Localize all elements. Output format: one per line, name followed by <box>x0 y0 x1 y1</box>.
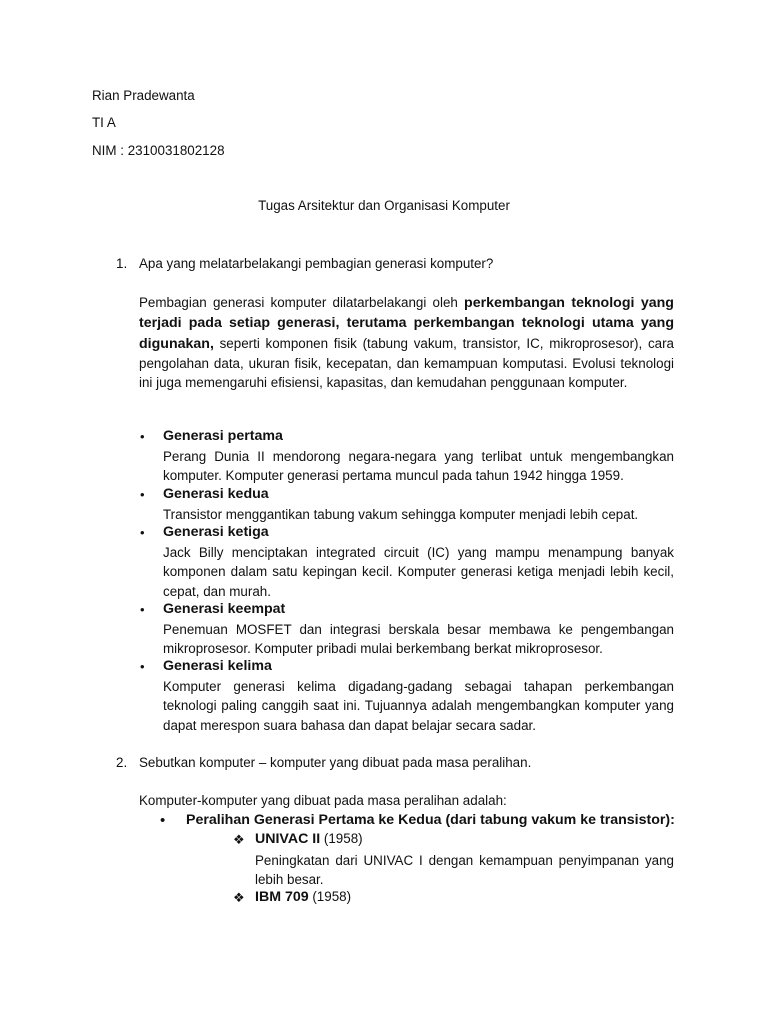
generation-title: Generasi keempat <box>163 601 286 617</box>
bullet-icon: • <box>160 812 166 829</box>
computer-year: (1958) <box>308 889 352 904</box>
q1-answer-intro: Pembagian generasi komputer dilatarbelakangi oleh <box>139 295 465 310</box>
bullet-icon: • <box>140 659 145 674</box>
q2-answer-intro: Komputer-komputer yang dibuat pada masa peralihan adalah: <box>139 793 507 808</box>
generation-title: Generasi kelima <box>163 658 272 674</box>
generation-text: Penemuan MOSFET dan integrasi berskala besar membawa ke pengembangan mikroprosesor. Komputer pribadi mulai berkembang berkat mikroprosesor. <box>163 622 674 657</box>
generation-text: Perang Dunia II mendorong negara-negara yang terlibat untuk mengembangkan komputer. Komputer generasi pertama muncul pada tahun 1942 hingga 1959. <box>163 449 674 484</box>
computer-description: Peningkatan dari UNIVAC I dengan kemampuan penyimpanan yang lebih besar. <box>255 853 674 888</box>
generation-title: Generasi pertama <box>163 428 283 444</box>
q1-answer-bold: perkembangan teknologi yang terjadi pada setiap generasi, terutama perkembangan teknologi utama yang digunakan, <box>139 295 674 352</box>
q1-number: 1. <box>116 256 128 271</box>
diamond-bullet-icon: ❖ <box>233 890 245 905</box>
transition-heading: Peralihan Generasi Pertama ke Kedua (dari tabung vakum ke transistor): <box>186 812 675 828</box>
q2-question: Sebutkan komputer – komputer yang dibuat pada masa peralihan. <box>139 755 532 770</box>
q1-question: Apa yang melatarbelakangi pembagian generasi komputer? <box>139 256 494 271</box>
generation-title: Generasi ketiga <box>163 524 269 540</box>
bullet-icon: • <box>140 525 145 540</box>
bullet-icon: • <box>140 602 145 617</box>
generation-text: Transistor menggantikan tabung vakum sehingga komputer menjadi lebih cepat. <box>163 507 639 522</box>
student-id: NIM : 2310031802128 <box>92 143 225 158</box>
computer-item <box>255 831 363 847</box>
computer-year: (1958) <box>320 831 363 846</box>
generation-text: Komputer generasi kelima digadang-gadang sebagai tahapan perkembangan teknologi paling canggih saat ini. Tujuannya adalah mengembangkan komputer yang dapat merespon suara bahasa dan dapat belajar secara sadar. <box>163 679 674 733</box>
generation-title: Generasi kedua <box>163 486 269 502</box>
q1-answer-rest: seperti komponen fisik (tabung vakum, transistor, IC, mikroprosesor), cara pengolahan data, ukuran fisik, kecepatan, dan kemampuan komputasi. Evolusi teknologi ini juga memengaruhi efisiensi, kapasitas, dan kemudahan penggunaan komputer. <box>139 335 674 391</box>
bullet-icon: • <box>140 487 145 502</box>
diamond-bullet-icon: ❖ <box>233 832 245 847</box>
bullet-icon: • <box>140 429 145 444</box>
q1-answer <box>139 293 674 392</box>
document-title: Tugas Arsitektur dan Organisasi Komputer <box>258 198 510 213</box>
computer-name: IBM 709 <box>255 889 309 905</box>
computer-name: UNIVAC II <box>255 831 321 847</box>
q2-number: 2. <box>116 755 128 770</box>
computer-item <box>255 889 351 905</box>
generation-text: Jack Billy menciptakan integrated circuit (IC) yang mampu menampung banyak komponen dalam satu kepingan kecil. Komputer generasi ketiga menjadi lebih kecil, cepat, dan murah. <box>163 545 674 599</box>
author-name: Rian Pradewanta <box>92 88 195 103</box>
class-label: TI A <box>92 115 116 130</box>
